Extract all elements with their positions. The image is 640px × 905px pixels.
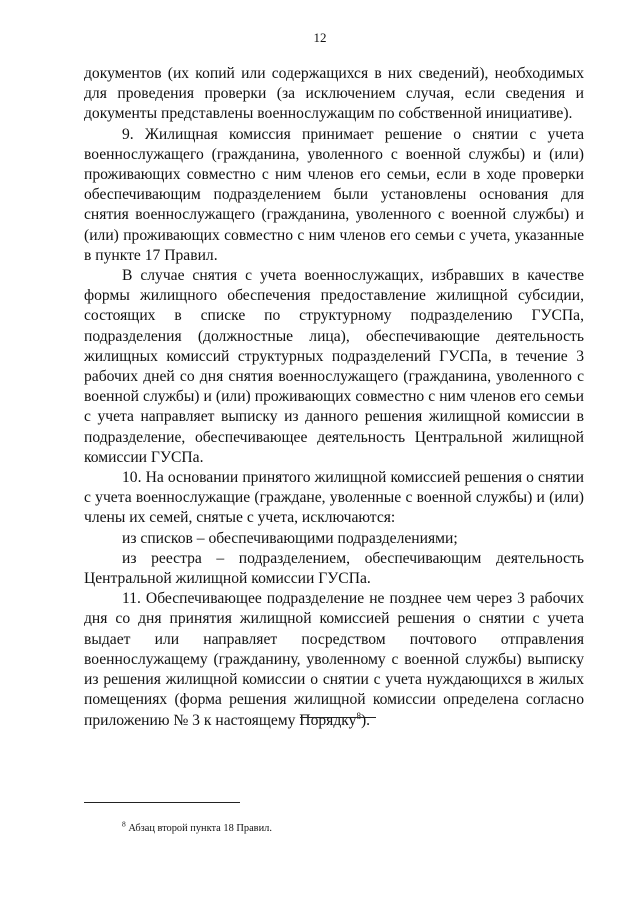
- paragraph-item-11: [84, 589, 584, 730]
- footnote-marker: 8: [122, 819, 126, 829]
- footnote: [122, 819, 272, 835]
- paragraph-registry-exclusion: из реестра – подразделением, обеспечивающим деятельность Центральной жилищной комиссии ГУСПа.: [84, 549, 584, 588]
- paragraph-item-11-text: 11. Обеспечивающее подразделение не позднее чем через 3 рабочих дня со дня принятия жилищной комиссией решения о снятии с учета выдает или направляет посредством почтового отправления военнослужащему (гражданину, уволенному с военной службы) выписку из решения жилищной комиссии о снятии с учета нуждающихся в жилых помещениях (форма решения жилищной комиссии определена согласно приложению № 3 к настоящему Порядку: [84, 590, 584, 729]
- footnote-reference: 8: [356, 710, 361, 721]
- footnote-divider: [84, 802, 240, 803]
- document-body: [84, 64, 584, 731]
- paragraph-item-11-tail: ).: [360, 711, 371, 729]
- page-number: 12: [313, 30, 327, 45]
- paragraph-item-10: 10. На основании принятого жилищной комиссией решения о снятии с учета военнослужащие (граждане, уволенные с военной службы) и (или) члены их семей, снятые с учета, исключаются:: [84, 469, 584, 527]
- section-end-divider: [300, 717, 376, 718]
- footnote-text: Абзац второй пункта 18 Правил.: [125, 823, 272, 834]
- paragraph-lists-exclusion: из списков – обеспечивающими подразделениями;: [122, 529, 458, 547]
- paragraph-item-9: 9. Жилищная комиссия принимает решение о снятии с учета военнослужащего (гражданина, уволенного с военной службы) и (или) проживающих совместно с ним членов его семьи, если в ходе проверки обеспечивающим подразделением были установлены основания для снятия военнослужащего (гражданина, уволенного с военной службы) и (или) проживающих совместно с ним членов его семьи с учета, указанные в пункте 17 Правил.: [84, 125, 584, 264]
- paragraph-subsidy-case: В случае снятия с учета военнослужащих, избравших в качестве формы жилищного обеспечения предоставление жилищной субсидии, состоящих в списке по структурному подразделению ГУСПа, подразделения (должностные лица), обеспечивающие деятельность жилищных комиссий структурных подразделений ГУСПа, в течение 3 рабочих дней со дня снятия военнослужащего (гражданина, уволенного с военной службы) и (или) проживающих совместно с ним членов его семьи с учета направляет выписку из данного решения жилищной комиссии в подразделение, обеспечивающее деятельность Центральной жилищной комиссии ГУСПа.: [84, 267, 584, 466]
- paragraph-continuation: документов (их копий или содержащихся в них сведений), необходимых для проведения проверки (за исключением случая, если сведения и документы представлены военнослужащим по собственной инициативе).: [84, 65, 584, 123]
